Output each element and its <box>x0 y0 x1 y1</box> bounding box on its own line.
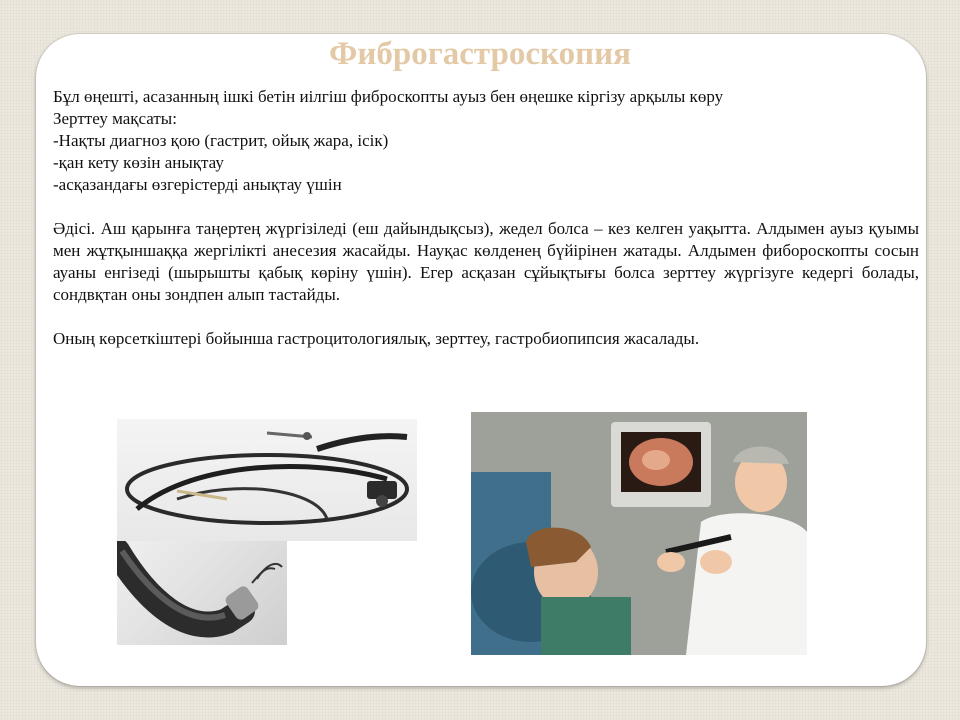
slide-body <box>53 86 919 350</box>
intro-line-purpose-1: -Нақты диагноз қою (гастрит, ойық жара, ісік) <box>53 131 389 150</box>
procedure-illustration <box>471 412 807 655</box>
method-paragraph: Әдісі. Аш қарынға таңертең жүргізіледі (еш дайындықсыз), жедел болса – кез келген уақытта. Алдымен ауыз қуымы мен жұтқыншаққа жергілікті анесезия жасайды. Науқас көлденең бүйірінен жатады. Алдымен фибороскопты сосын ауаны енгізеді (шырышты қабық көріну үшін). Егер асқазан сұйықтығы болса зерттеу жүргізуге кедергі болады, сондвқтан оны зондпен алып тастайды. <box>53 219 919 304</box>
slide-title: Фиброгастроскопия <box>329 36 631 72</box>
endoscope-image <box>117 419 417 541</box>
spacer <box>53 306 919 328</box>
spacer <box>53 196 919 218</box>
indications-line: Оның көрсеткіштері бойынша гастроцитологиялық, зерттеу, гастробиопипсия жасалады. <box>53 329 700 348</box>
intro-line-definition: Бұл өңешті, асазанның ішкі бетін иілгіш фиброскопты ауыз бен өңешке кіргізу арқылы көру <box>53 87 724 106</box>
endoscope-illustration <box>117 419 417 541</box>
intro-line-purpose-3: -асқазандағы өзгерістерді анықтау үшін <box>53 175 342 194</box>
endoscope-tip-image <box>117 541 287 645</box>
endoscope-tip-illustration <box>117 541 287 645</box>
intro-line-purpose-heading: Зерттеу мақсаты: <box>53 109 177 128</box>
intro-line-purpose-2: -қан кету көзін анықтау <box>53 153 224 172</box>
procedure-photo <box>471 412 807 655</box>
